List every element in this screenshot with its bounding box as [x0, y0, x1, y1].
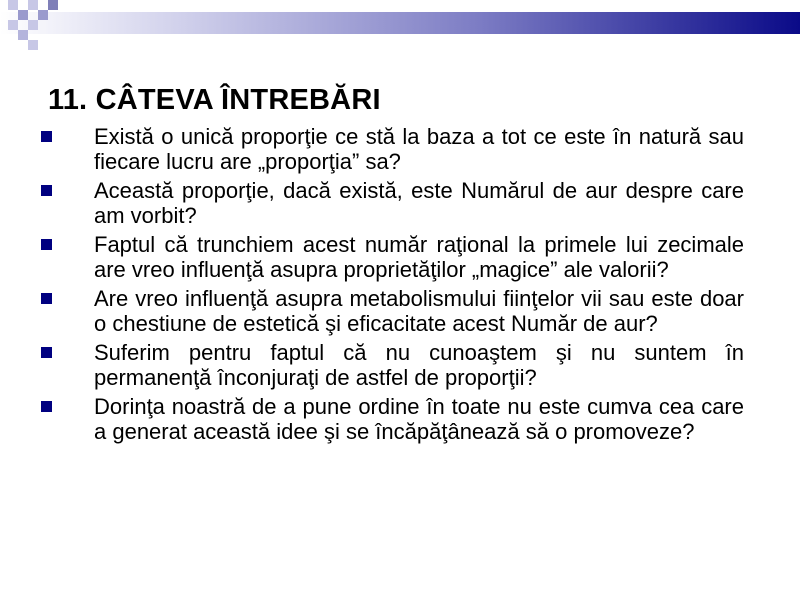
header-gradient-bar [0, 12, 800, 34]
question-list [38, 124, 744, 448]
square-bullet-icon [41, 347, 52, 358]
list-item-text: Suferim pentru faptul că nu cunoaştem şi nu suntem în permanenţă înconjuraţi de astfel de proporţii? [94, 340, 744, 390]
list-item [38, 232, 744, 282]
list-item [38, 124, 744, 174]
square-bullet-icon [41, 401, 52, 412]
list-item [38, 340, 744, 390]
square-bullet-icon [41, 185, 52, 196]
list-item-text: Această proporţie, dacă există, este Numărul de aur despre care am vorbit? [94, 178, 744, 228]
square-bullet-icon [41, 239, 52, 250]
list-item [38, 178, 744, 228]
list-item [38, 394, 744, 444]
list-item-text: Are vreo influenţă asupra metabolismului fiinţelor vii sau este doar o chestiune de estetică şi eficacitate acest Număr de aur? [94, 286, 744, 336]
list-item [38, 286, 744, 336]
list-item-text: Dorinţa noastră de a pune ordine în toate nu este cumva cea care a generat această idee şi se încăpăţânează să o promoveze? [94, 394, 744, 444]
list-item-text: Faptul că trunchiem acest număr raţional la primele lui zecimale are vreo influenţă asupra proprietăţilor „magice” ale valorii? [94, 232, 744, 282]
square-bullet-icon [41, 293, 52, 304]
slide-title: 11. CÂTEVA ÎNTREBĂRI [48, 84, 381, 116]
list-item-text: Există o unică proporţie ce stă la baza a tot ce este în natură sau fiecare lucru are „proporţia” sa? [94, 124, 744, 174]
square-bullet-icon [41, 131, 52, 142]
decorative-header-banner [0, 0, 800, 50]
